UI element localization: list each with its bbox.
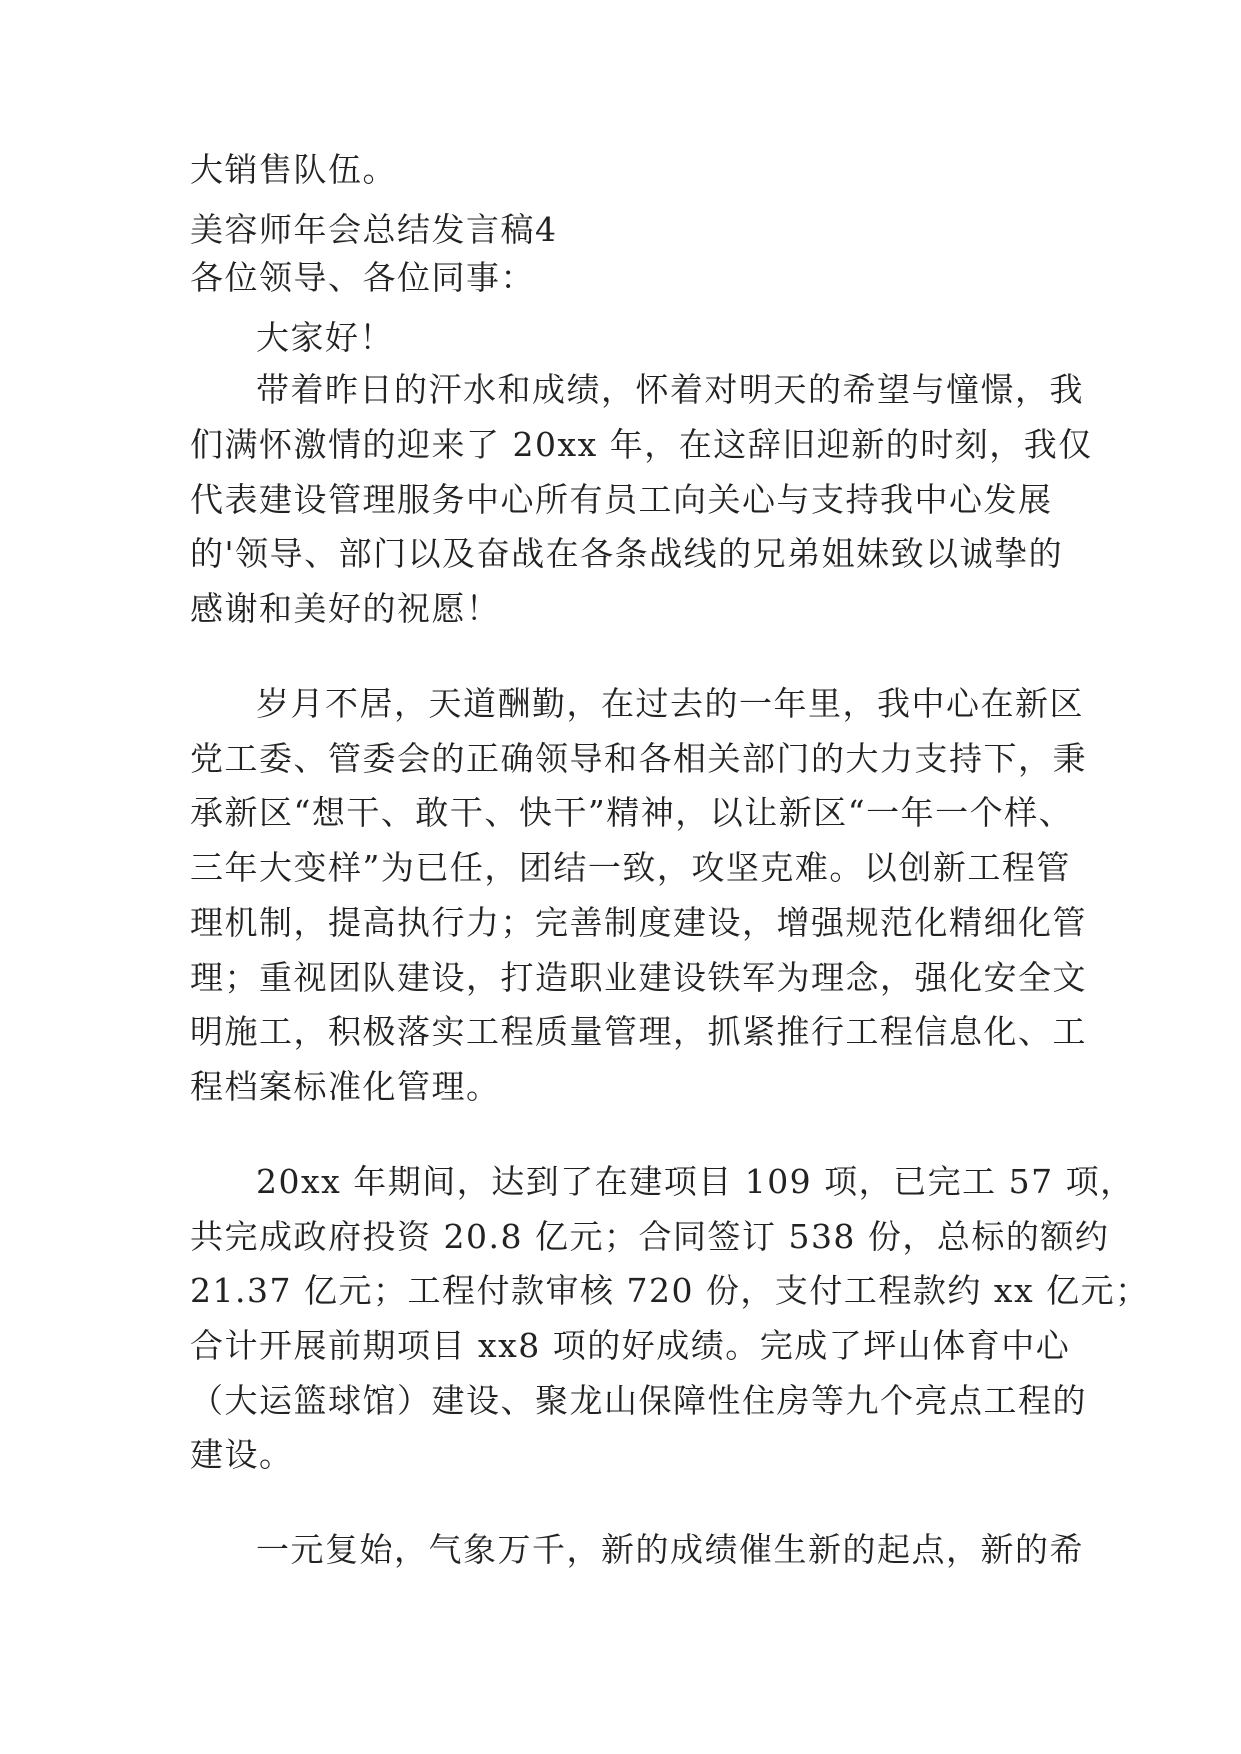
text-line: （大运篮球馆）建设、聚龙山保障性住房等九个亮点工程的 [190, 1381, 1087, 1420]
text-line: 代表建设管理服务中心所有员工向关心与支持我中心发展 [190, 480, 1053, 519]
text-line: 带着昨日的汗水和成绩，怀着对明天的希望与憧憬，我 [256, 370, 1084, 409]
greeting: 大家好！ [256, 318, 394, 357]
text-line: 20xx 年期间，达到了在建项目 109 项，已完工 57 项， [256, 1162, 1135, 1201]
text-line: 三年大变样”为已任，团结一致，攻坚克难。以创新工程管 [190, 848, 1071, 887]
text-line: 明施工，积极落实工程质量管理，抓紧推行工程信息化、工 [190, 1012, 1087, 1051]
text-line: 一元复始，气象万千，新的成绩催生新的起点，新的希 [256, 1530, 1084, 1569]
text-line: 理机制，提高执行力；完善制度建设，增强规范化精细化管 [190, 903, 1087, 942]
text-line: 理；重视团队建设，打造职业建设铁军为理念，强化安全文 [190, 958, 1087, 997]
text-line: 21.37 亿元；工程付款审核 720 份，支付工程款约 xx 亿元； [190, 1271, 1150, 1310]
text-line: 的'领导、部门以及奋战在各条战线的兄弟姐妹致以诚挚的 [190, 534, 1064, 573]
text-line: 大销售队伍。 [190, 150, 397, 189]
salutation: 各位领导、各位同事： [190, 258, 535, 297]
text-line: 建设。 [190, 1435, 294, 1474]
section-title: 美容师年会总结发言稿4 [190, 210, 558, 249]
text-line: 感谢和美好的祝愿！ [190, 589, 501, 628]
text-line: 承新区“想干、敢干、快干”精神，以让新区“一年一个样、 [190, 793, 1074, 832]
text-line: 程档案标准化管理。 [190, 1067, 501, 1106]
text-line: 共完成政府投资 20.8 亿元；合同签订 538 份，总标的额约 [190, 1217, 1110, 1256]
text-line: 党工委、管委会的正确领导和各相关部门的大力支持下，秉 [190, 739, 1087, 778]
text-line: 岁月不居，天道酬勤，在过去的一年里，我中心在新区 [256, 684, 1084, 723]
text-line: 们满怀激情的迎来了 20xx 年，在这辞旧迎新的时刻，我仅 [190, 425, 1093, 464]
text-line: 合计开展前期项目 xx8 项的好成绩。完成了坪山体育中心 [190, 1326, 1071, 1365]
